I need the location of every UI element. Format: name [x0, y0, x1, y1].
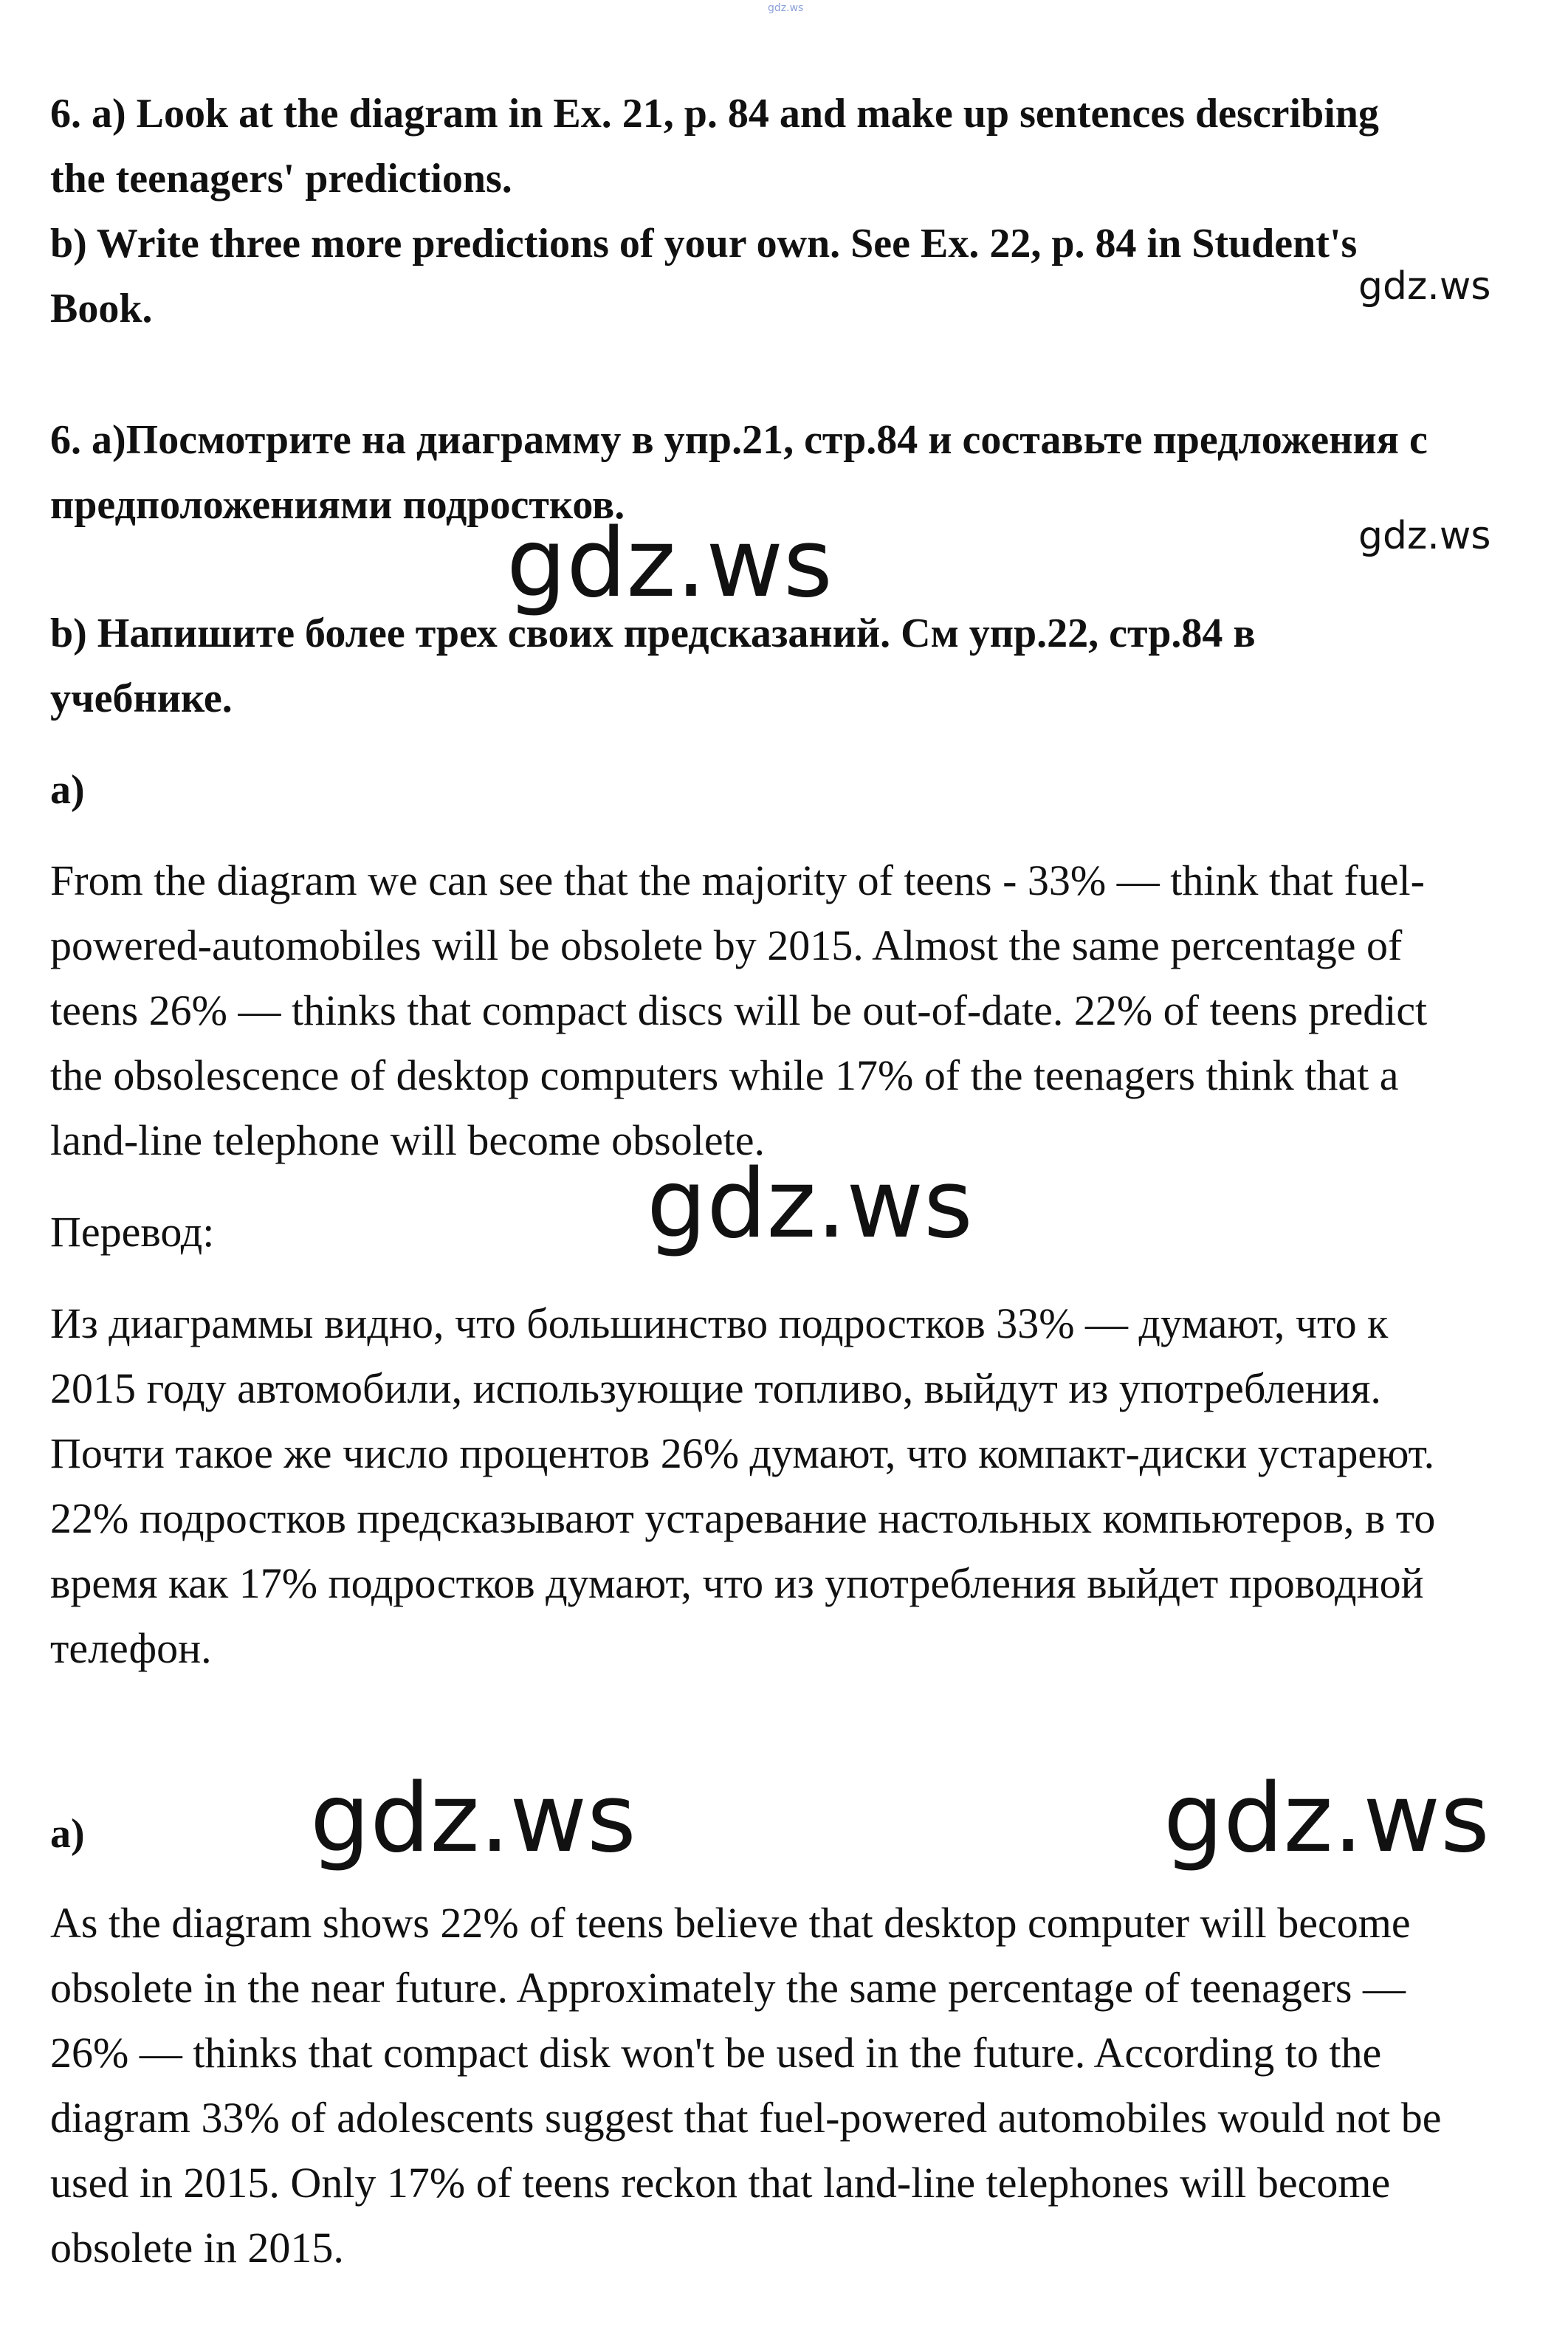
- answer1-line-2: powered-automobiles will be obsolete by 2015. Almost the same percentage of: [50, 921, 1403, 969]
- watermark-big-3: gdz.ws: [310, 1764, 636, 1874]
- watermark-small-2: gdz.ws: [1358, 514, 1491, 558]
- translation-label: Перевод:: [50, 1208, 215, 1256]
- translation-line-4: 22% подростков предсказывают устаревание настольных компьютеров, в то: [50, 1494, 1436, 1542]
- watermark-big-1: gdz.ws: [506, 509, 833, 619]
- answer1-line-3: teens 26% — thinks that compact discs will be out-of-date. 22% of teens predict: [50, 986, 1428, 1034]
- watermark-big-2: gdz.ws: [647, 1149, 973, 1259]
- answer2-line-2: obsolete in the near future. Approximately the same percentage of teenagers —: [50, 1964, 1406, 2012]
- task-en-line-3: b) Write three more predictions of your own. See Ex. 22, p. 84 in Student's: [50, 221, 1358, 267]
- answer1-line-5: land-line telephone will become obsolete.: [50, 1116, 765, 1164]
- task-ru-line-4: учебнике.: [50, 676, 233, 721]
- answer2-line-5: used in 2015. Only 17% of teens reckon that land-line telephones will become: [50, 2159, 1391, 2207]
- answer2-label: a): [50, 1811, 85, 1857]
- answer1-line-1: From the diagram we can see that the majority of teens - 33% — think that fuel-: [50, 856, 1425, 904]
- answer2-line-6: obsolete in 2015.: [50, 2224, 344, 2272]
- answer2-line-4: diagram 33% of adolescents suggest that fuel-powered automobiles would not be: [50, 2094, 1442, 2142]
- translation-line-6: телефон.: [50, 1624, 212, 1672]
- translation-line-1: Из диаграммы видно, что большинство подростков 33% — думают, что к: [50, 1299, 1389, 1347]
- watermark-top: gdz.ws: [768, 2, 804, 14]
- task-en-line-4: Book.: [50, 286, 153, 331]
- answer2-line-1: As the diagram shows 22% of teens believe that desktop computer will become: [50, 1899, 1411, 1947]
- task-en-line-2: the teenagers' predictions.: [50, 156, 512, 202]
- translation-line-3: Почти такое же число процентов 26% думают, что компакт-диски устареют.: [50, 1429, 1435, 1477]
- watermark-big-4: gdz.ws: [1163, 1764, 1490, 1874]
- answer1-label: a): [50, 767, 85, 813]
- task-ru-line-3: b) Напишите более трех своих предсказаний. См упр.22, стр.84 в: [50, 611, 1256, 656]
- translation-line-5: время как 17% подростков думают, что из употребления выйдет проводной: [50, 1559, 1424, 1607]
- answer2-line-3: 26% — thinks that compact disk won't be used in the future. According to the: [50, 2029, 1382, 2077]
- answer1-line-4: the obsolescence of desktop computers while 17% of the teenagers think that a: [50, 1051, 1399, 1099]
- task-ru-line-1: 6. a)Посмотрите на диаграмму в упр.21, стр.84 и составьте предложения с: [50, 417, 1428, 463]
- translation-line-2: 2015 году автомобили, использующие топливо, выйдут из употребления.: [50, 1364, 1381, 1412]
- watermark-small-1: gdz.ws: [1358, 264, 1491, 309]
- task-en-line-1: 6. a) Look at the diagram in Ex. 21, p. 84 and make up sentences describing: [50, 91, 1379, 137]
- task-ru-line-2: предположениями подростков.: [50, 482, 625, 528]
